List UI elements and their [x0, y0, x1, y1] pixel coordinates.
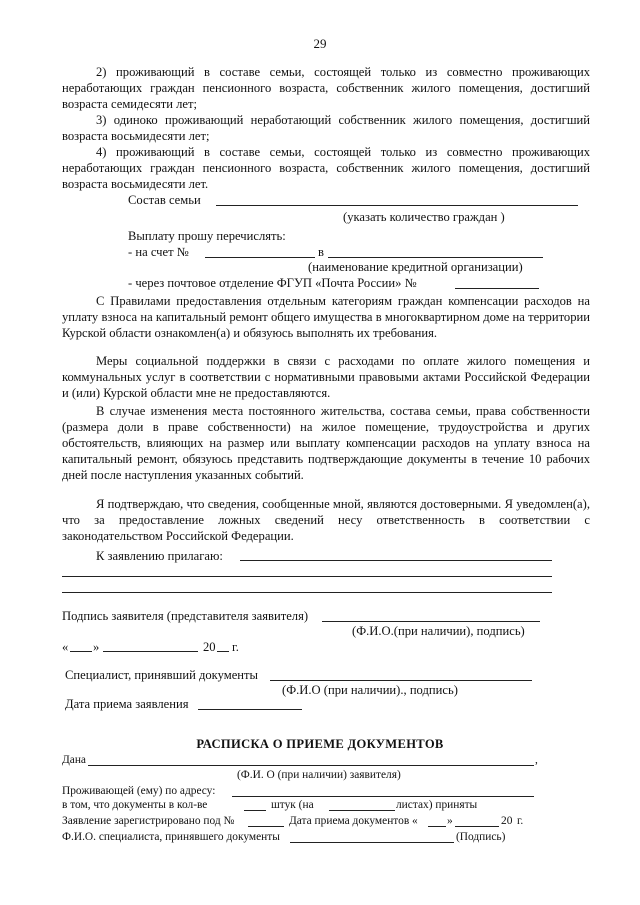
receipt-signature-label: (Подпись) [456, 831, 506, 843]
receipt-month-field[interactable] [455, 826, 499, 827]
receipt-docs-pieces: штук (на [271, 799, 314, 811]
attach-field-line-2[interactable] [62, 576, 552, 577]
receipt-year-prefix: 20 [501, 815, 513, 827]
attach-field-line-3[interactable] [62, 592, 552, 593]
specialist-label: Специалист, принявший документы [65, 668, 258, 682]
family-label: Состав семьи [128, 193, 201, 207]
receipt-date-accept-label: Дата приема документов « [289, 815, 418, 827]
specialist-field[interactable] [270, 680, 532, 681]
payment-request: Выплату прошу перечислять: [128, 229, 286, 243]
receipt-date-label: Дата приема заявления [65, 697, 189, 711]
receipt-docs-count-field[interactable] [244, 810, 266, 811]
receipt-given-field[interactable] [88, 765, 534, 766]
receipt-specialist-field[interactable] [290, 842, 454, 843]
family-caption: (указать количество граждан ) [343, 210, 505, 224]
list-item-2: 2) проживающий в составе семьи, состоящей только из совместно проживающих неработающих граждан пенсионного возраста, собственник жилого помещения, достигший возраста семидесяти лет; [62, 65, 590, 112]
list-item-3: 3) одиноко проживающий неработающий собственник жилого помещения, достигший возраста восьмидесяти лет; [62, 113, 590, 144]
post-office-label: - через почтовое отделение ФГУП «Почта России» № [128, 276, 417, 290]
bank-caption: (наименование кредитной организации) [308, 260, 523, 274]
year-suffix: г. [232, 640, 239, 654]
receipt-address-label: Проживающей (ему) по адресу: [62, 785, 216, 797]
receipt-day-field[interactable] [428, 826, 446, 827]
attach-label: К заявлению прилагаю: [96, 549, 223, 563]
specialist-caption: (Ф.И.О (при наличии)., подпись) [282, 683, 458, 697]
signature-day-field[interactable] [70, 651, 92, 652]
receipt-title: РАСПИСКА О ПРИЕМЕ ДОКУМЕНТОВ [196, 737, 444, 751]
receipt-year-suffix: г. [517, 815, 524, 827]
confirm-paragraph: Я подтверждаю, что сведения, сообщенные мной, являются достоверными. Я уведомлен(а), что за предоставление ложных сведений несу ответственность в соответствии с законодательством Российской Федерации. [62, 497, 590, 544]
receipt-close-quote: » [447, 815, 453, 827]
account-prefix: - на счет № [128, 245, 189, 259]
rules-paragraph: С Правилами предоставления отдельным категориям граждан компенсации расходов на уплату взноса на капитальный ремонт общего имущества в многоквартирном доме на территории Курской области ознакомлен(а) и обязуюсь выполнять их требования. [62, 294, 590, 341]
receipt-reg-number-field[interactable] [248, 826, 284, 827]
attach-field-line-1[interactable] [240, 560, 552, 561]
bank-name-field[interactable] [328, 257, 543, 258]
signature-field[interactable] [322, 621, 540, 622]
signature-label: Подпись заявителя (представителя заявителя) [62, 609, 309, 623]
receipt-address-field[interactable] [232, 796, 534, 797]
receipt-reg-label: Заявление зарегистрировано под № [62, 815, 235, 827]
receipt-docs-label: в том, что документы в кол-ве [62, 799, 208, 811]
page-number: 29 [313, 36, 327, 51]
support-paragraph: Меры социальной поддержки в связи с расходами по оплате жилого помещения и коммунальных услуг в соответствии с нормативными правовыми актами Российской Федерации и (или) Курской области мне не предоставляются. [62, 354, 590, 401]
receipt-given-label: Дана [62, 754, 86, 766]
receipt-date-field[interactable] [198, 709, 302, 710]
receipt-given-caption: (Ф.И. О (при наличии) заявителя) [237, 769, 401, 781]
receipt-docs-accepted: листах) приняты [396, 799, 478, 811]
change-paragraph: В случае изменения места постоянного жительства, состава семьи, права собственности (размера доли в праве собственности) на жилое помещение, трудоустройства и других обстоятельств, влияющих на размер или выплату компенсации расходов на уплату взноса на капитальный ремонт, обязуюсь представить подтверждающие документы в течение 10 рабочих дней после наступления указанных событий. [62, 404, 590, 483]
list-item-4: 4) проживающий в составе семьи, состоящей только из совместно проживающих неработающих граждан пенсионного возраста, собственник жилого помещения, достигший возраста восьмидесяти лет. [62, 145, 590, 192]
receipt-sheets-field[interactable] [329, 810, 395, 811]
receipt-given-comma: , [535, 754, 538, 766]
year-prefix: 20 [203, 640, 216, 654]
date-close-quote: » [93, 640, 100, 654]
family-field[interactable] [216, 205, 578, 206]
date-open-quote: « [62, 640, 69, 654]
account-number-field[interactable] [205, 257, 315, 258]
account-in-label: в [318, 245, 324, 259]
signature-year-field[interactable] [217, 651, 229, 652]
signature-month-field[interactable] [103, 651, 198, 652]
post-office-field[interactable] [455, 288, 539, 289]
receipt-specialist-label: Ф.И.О. специалиста, принявшего документы [62, 831, 280, 843]
signature-caption: (Ф.И.О.(при наличии), подпись) [352, 624, 525, 638]
